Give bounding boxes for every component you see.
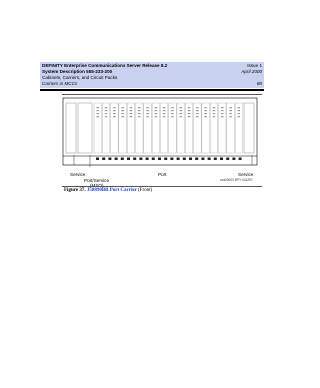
slot-marking [180, 113, 183, 114]
slot-marking [155, 110, 158, 111]
slot-marking [196, 113, 199, 114]
slot-marking [138, 110, 141, 111]
slot-marking [113, 110, 116, 111]
slot-marking [113, 113, 116, 114]
figure-code: cca00003 RPY 041297 [220, 178, 253, 182]
slot-marking [229, 110, 232, 111]
slot-marking [229, 113, 232, 114]
connector-pin [158, 158, 161, 161]
slot-marking [138, 113, 141, 114]
connector-pin [177, 158, 180, 161]
slot-marking [188, 110, 191, 111]
slot-marking [113, 116, 116, 117]
page-header [40, 62, 264, 88]
slot-marking [121, 116, 124, 117]
slot-marking [113, 107, 116, 108]
connector-pin [208, 158, 211, 161]
header-rule [40, 89, 264, 91]
connector-pin [96, 158, 99, 161]
port-carrier-diagram [62, 97, 258, 167]
slot-marking [221, 113, 224, 114]
slot-marking [155, 116, 158, 117]
slot-marking [121, 113, 124, 114]
slot-marking [221, 107, 224, 108]
figure-bottom-rule [62, 186, 262, 187]
subsection-title: Carriers in MCCs [42, 81, 78, 86]
slot-marking [188, 113, 191, 114]
connector-pin [189, 158, 192, 161]
slot-marking [105, 116, 108, 117]
slot-marking [238, 116, 241, 117]
slot-marking [130, 107, 133, 108]
slot-marking [130, 116, 133, 117]
connector-pin [108, 158, 111, 161]
slot-marking [121, 110, 124, 111]
slot-marking [229, 107, 232, 108]
slot-marking [171, 113, 174, 114]
slot-marking [97, 113, 100, 114]
connector-pin [201, 158, 204, 161]
slot-marking [180, 116, 183, 117]
issue-label: Issue 1 [247, 63, 262, 68]
slot-marking [196, 116, 199, 117]
port-label: Port [158, 172, 167, 177]
slot-marking [204, 116, 207, 117]
document-subtitle: System Description 555-233-200 [42, 69, 113, 74]
connector-pin [226, 158, 229, 161]
page-number: 88 [256, 81, 262, 86]
slot-marking [180, 107, 183, 108]
port-service-label: Port/Service [84, 178, 110, 183]
slot-marking [163, 110, 166, 111]
connector-pin [127, 158, 130, 161]
service-left-label: Service [70, 172, 86, 177]
slot-marking [130, 110, 133, 111]
figure-top-rule [62, 94, 262, 95]
slot-marking [238, 107, 241, 108]
slot-marking [163, 113, 166, 114]
slot-marking [196, 107, 199, 108]
slot-marking [163, 116, 166, 117]
slot-marking [155, 113, 158, 114]
slot-marking [204, 113, 207, 114]
connector-pin [232, 158, 235, 161]
slot-marking [97, 107, 100, 108]
section-title: Cabinets, Carriers, and Circuit Packs [42, 75, 118, 80]
slot-marking [171, 116, 174, 117]
slot-marking [146, 110, 149, 111]
connector-pin [170, 158, 173, 161]
slot-marking [213, 107, 216, 108]
connector-pin [121, 158, 124, 161]
slot-marking [188, 107, 191, 108]
connector-pin [183, 158, 186, 161]
connector-pin [220, 158, 223, 161]
slot-marking [238, 113, 241, 114]
figure-qualifier: (Front) [138, 188, 153, 193]
slot-marking [171, 107, 174, 108]
slot-marking [97, 116, 100, 117]
slot-marking [105, 113, 108, 114]
slot-marking [105, 107, 108, 108]
connector-pin [239, 158, 242, 161]
slot-marking [171, 110, 174, 111]
slot-marking [238, 110, 241, 111]
date-label: April 2000 [241, 69, 262, 74]
slot-marking [97, 110, 100, 111]
figure-title-link[interactable]: J58890BB Port Carrier [86, 188, 137, 193]
figure-caption [64, 188, 152, 193]
slot-marking [163, 107, 166, 108]
slot-marking [146, 113, 149, 114]
connector-pin [146, 158, 149, 161]
document-title: DEFINITY Enterprise Communications Server Release 8.2 [42, 63, 168, 68]
slot-marking [188, 116, 191, 117]
slot-marking [221, 110, 224, 111]
slot-marking [146, 116, 149, 117]
connector-pin [164, 158, 167, 161]
connector-pin [195, 158, 198, 161]
slot-marking [213, 110, 216, 111]
slot-marking [121, 107, 124, 108]
slot-marking [204, 107, 207, 108]
connector-pin [152, 158, 155, 161]
connector-pin [214, 158, 217, 161]
figure-number: Figure 37. [64, 188, 86, 193]
slot-marking [146, 107, 149, 108]
slot-marking [196, 110, 199, 111]
connector-pin [102, 158, 105, 161]
slot-marking [105, 110, 108, 111]
slot-marking [229, 116, 232, 117]
slot-marking [138, 116, 141, 117]
slot-marking [130, 113, 133, 114]
slot-marking [221, 116, 224, 117]
connector-pin [133, 158, 136, 161]
service-right-label: Service [238, 172, 254, 177]
slot-marking [138, 107, 141, 108]
slot-marking [180, 110, 183, 111]
slot-marking [155, 107, 158, 108]
slot-marking [213, 116, 216, 117]
slot-marking [213, 113, 216, 114]
slot-marking [204, 110, 207, 111]
connector-pin [139, 158, 142, 161]
connector-pin [115, 158, 118, 161]
